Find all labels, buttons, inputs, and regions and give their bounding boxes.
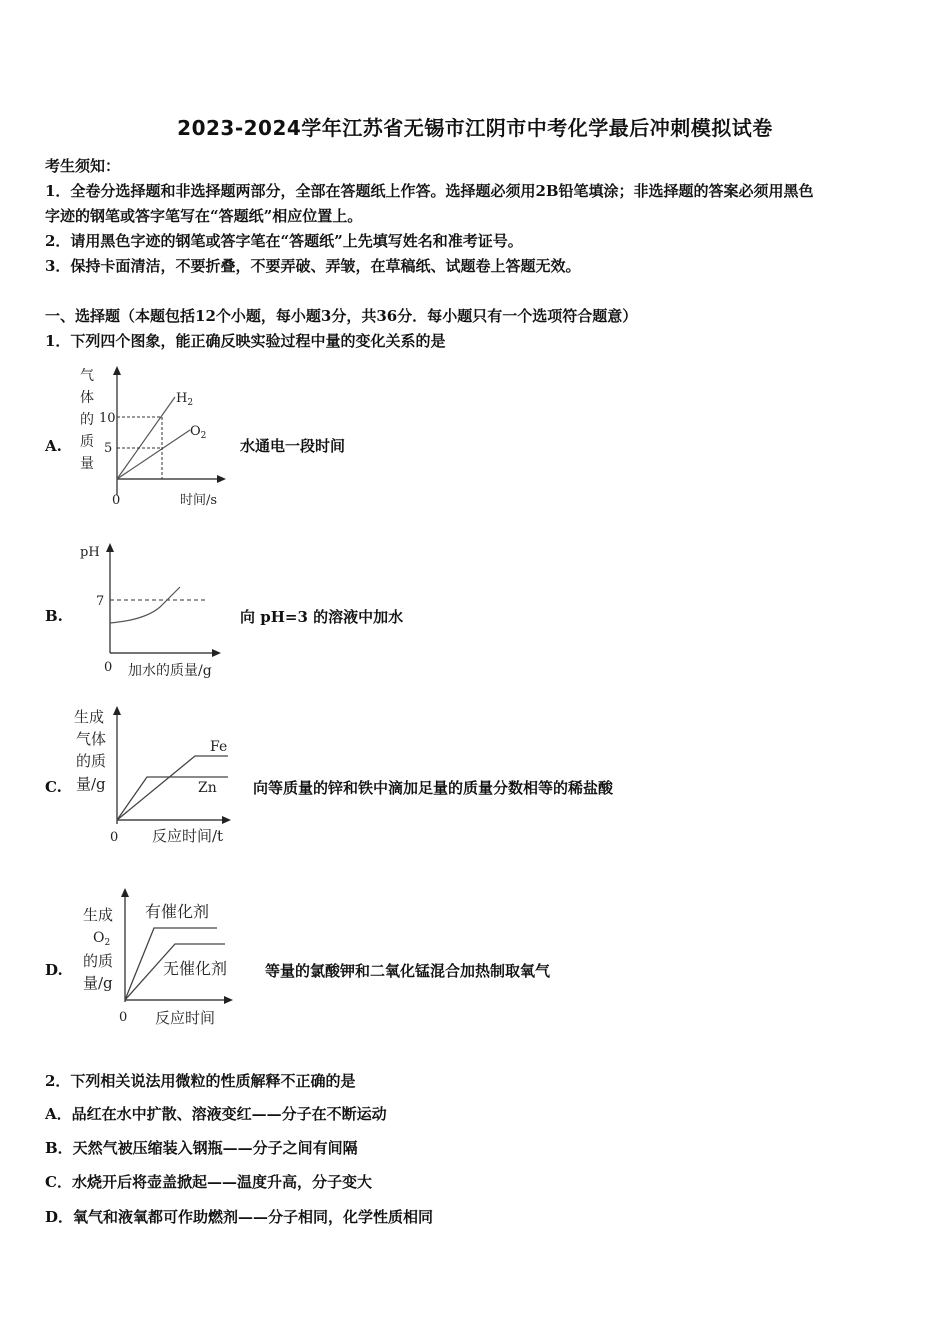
q1-option-c-letter: C. [45,778,62,796]
graph-a-ylabel-2: 体 [80,390,94,406]
graph-b-xlabel: 加水的质量/g [128,663,212,679]
graph-c-fe-label: Fe [210,739,228,755]
graph-c-xlabel: 反应时间/t [152,827,224,845]
notice-line-1b: 字迹的钢笔或答字笔写在“答题纸”相应位置上。 [45,207,363,225]
graph-d-catalyst-label: 有催化剂 [145,902,210,921]
q1-option-a-letter: A. [45,437,62,455]
graph-a-h2-label: $H_2$ [176,391,194,408]
question-1-stem: 1．下列四个图象，能正确反映实验过程中量的变化关系的是 [45,332,446,350]
graph-b-tick-7: 7 [96,594,105,609]
q1-option-b-text: 向 pH=3 的溶液中加水 [240,608,404,626]
graph-c-ylabel-2: 气体 [76,730,107,748]
graph-c-x-arrow [222,816,231,824]
graph-a-origin: 0 [112,493,121,508]
graph-a-tick-5: 5 [104,441,113,456]
section-heading: 一、选择题（本题包括12个小题，每小题3分，共36分．每小题只有一个选项符合题意） [45,307,638,325]
graph-d-ylabel-2: $O_2$ [93,930,111,948]
graph-d-ylabel-4: 量/g [83,974,113,992]
graph-a-x-arrow [217,475,226,483]
graph-c-origin: 0 [110,830,119,845]
graph-a-electrolysis [70,360,240,515]
graph-c-zn-label: Zn [198,780,217,796]
q1-option-c-text: 向等质量的锌和铁中滴加足量的质量分数相等的稀盐酸 [253,779,614,797]
graph-a-ylabel-1: 气 [80,368,94,384]
graph-a-ylabel-5: 量 [80,456,94,472]
notice-line-2: 2．请用黑色字迹的钢笔或答字笔在“答题纸”上先填写姓名和准考证号。 [45,232,523,250]
graph-a-o2-line [117,430,190,479]
q2-option-c: C．水烧开后将壶盖掀起——温度升高，分子变大 [45,1173,372,1191]
q2-option-b: B．天然气被压缩装入钢瓶——分子之间有间隔 [45,1139,358,1157]
graph-a-xlabel: 时间/s [180,493,218,508]
graph-d-origin: 0 [119,1010,128,1025]
graph-b-x-arrow [212,649,221,657]
graph-c-ylabel-4: 量/g [76,775,106,793]
notice-heading: 考生须知： [45,157,121,175]
graph-d-xlabel: 反应时间 [155,1009,216,1027]
graph-d-ylabel-1: 生成 [83,906,114,924]
graph-d-oxygen [75,880,250,1030]
page-title: 2023-2024学年江苏省无锡市江阴市中考化学最后冲刺模拟试卷 [177,116,773,140]
graph-c-gas [70,700,245,850]
q1-option-d-text: 等量的氯酸钾和二氧化锰混合加热制取氧气 [265,962,551,980]
notice-line-1a: 1．全卷分选择题和非选择题两部分，全部在答题纸上作答。选择题必须用2B铅笔填涂；非选择题的答案必须用黑色 [45,182,814,200]
graph-c-y-arrow [113,706,121,715]
graph-b-ph [70,535,240,685]
graph-d-no-catalyst-label: 无催化剂 [163,959,228,978]
graph-a-o2-label: $O_2$ [190,424,207,441]
graph-a-y-arrow [113,366,121,375]
question-2-stem: 2．下列相关说法用微粒的性质解释不正确的是 [45,1072,356,1090]
graph-a-h2-line [117,397,175,479]
graph-b-curve [110,587,180,623]
graph-d-x-arrow [224,996,233,1004]
q1-option-a-text: 水通电一段时间 [240,437,346,455]
graph-c-ylabel-1: 生成 [74,708,105,726]
graph-a-ylabel-3: 的 [80,412,94,428]
graph-b-ylabel: pH [80,545,100,560]
graph-d-ylabel-3: 的质 [83,952,114,970]
graph-d-y-arrow [121,888,129,897]
graph-a-tick-10: 10 [99,411,116,426]
q2-option-d: D．氧气和液氧都可作助燃剂——分子相同，化学性质相同 [45,1208,434,1226]
graph-b-y-arrow [106,543,114,552]
q1-option-b-letter: B. [45,607,63,625]
q2-option-a: A．品红在水中扩散、溶液变红——分子在不断运动 [45,1105,387,1123]
graph-a-ylabel-4: 质 [80,434,94,450]
graph-b-origin: 0 [104,660,113,675]
graph-c-ylabel-3: 的质 [76,752,107,770]
q1-option-d-letter: D. [45,961,63,979]
notice-line-3: 3．保持卡面清洁，不要折叠，不要弄破、弄皱，在草稿纸、试题卷上答题无效。 [45,257,581,275]
